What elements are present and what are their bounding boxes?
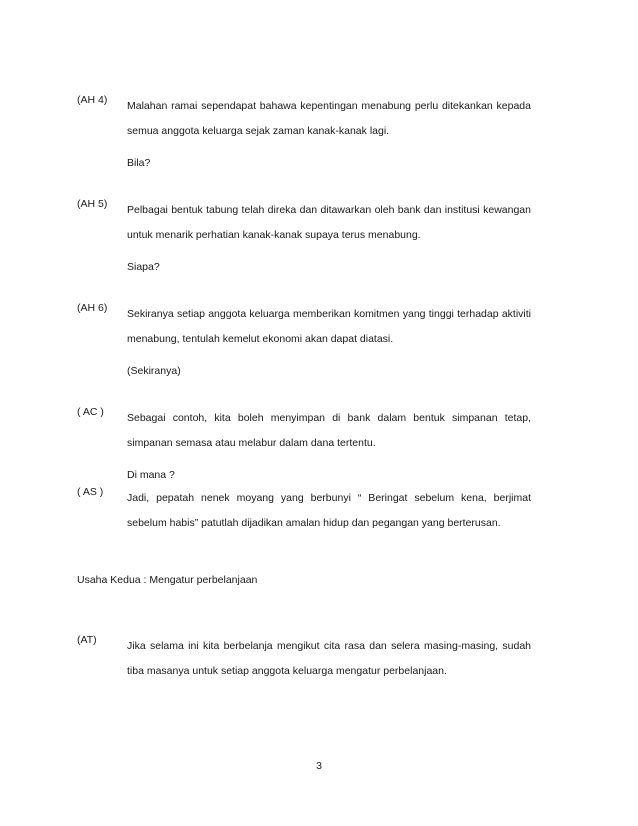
entry-body: [127, 406, 531, 483]
entry-text: Jadi, pepatah nenek moyang yang berbunyi “ Beringat sebelum kena, berjimat sebelum habis” patutlah dijadikan amalan hidup dan pegangan yang berterusan.: [127, 492, 531, 529]
entry-question: Di mana ?: [127, 469, 175, 481]
entry-question: (Sekiranya): [127, 365, 181, 377]
entry-body: [127, 302, 531, 379]
entry-code: ( AS ): [77, 486, 104, 498]
entry-question: Bila?: [127, 157, 151, 169]
entry-body: [127, 198, 531, 275]
entry-text: Malahan ramai sependapat bahawa kepentingan menabung perlu ditekankan kepada semua anggota keluarga sejak zaman kanak-kanak lagi.: [127, 100, 531, 137]
entry-body: [127, 94, 531, 171]
entry-question: Siapa?: [127, 261, 160, 273]
entry-body: [127, 634, 531, 683]
entry-text: Sebagai contoh, kita boleh menyimpan di bank dalam bentuk simpanan tetap, simpanan semasa atau melabur dalam dana tertentu.: [127, 412, 531, 449]
entry-code: (AT): [77, 634, 97, 646]
entry-code: (AH 5): [77, 198, 108, 210]
entry-text: Sekiranya setiap anggota keluarga memberikan komitmen yang tinggi terhadap aktiviti menabung, tentulah kemelut ekonomi akan dapat diatasi.: [127, 308, 531, 345]
entry-body: [127, 486, 531, 535]
entry-code: ( AC ): [77, 406, 104, 418]
entry-text: Pelbagai bentuk tabung telah direka dan ditawarkan oleh bank dan institusi kewangan untuk menarik perhatian kanak-kanak supaya terus menabung.: [127, 204, 531, 241]
page-number: 3: [316, 760, 322, 772]
entry-code: (AH 6): [77, 302, 108, 314]
section-heading: Usaha Kedua : Mengatur perbelanjaan: [77, 574, 258, 586]
entry-code: (AH 4): [77, 94, 108, 106]
entry-text: Jika selama ini kita berbelanja mengikut cita rasa dan selera masing-masing, sudah tiba masanya untuk setiap anggota keluarga mengatur perbelanjaan.: [127, 640, 531, 677]
